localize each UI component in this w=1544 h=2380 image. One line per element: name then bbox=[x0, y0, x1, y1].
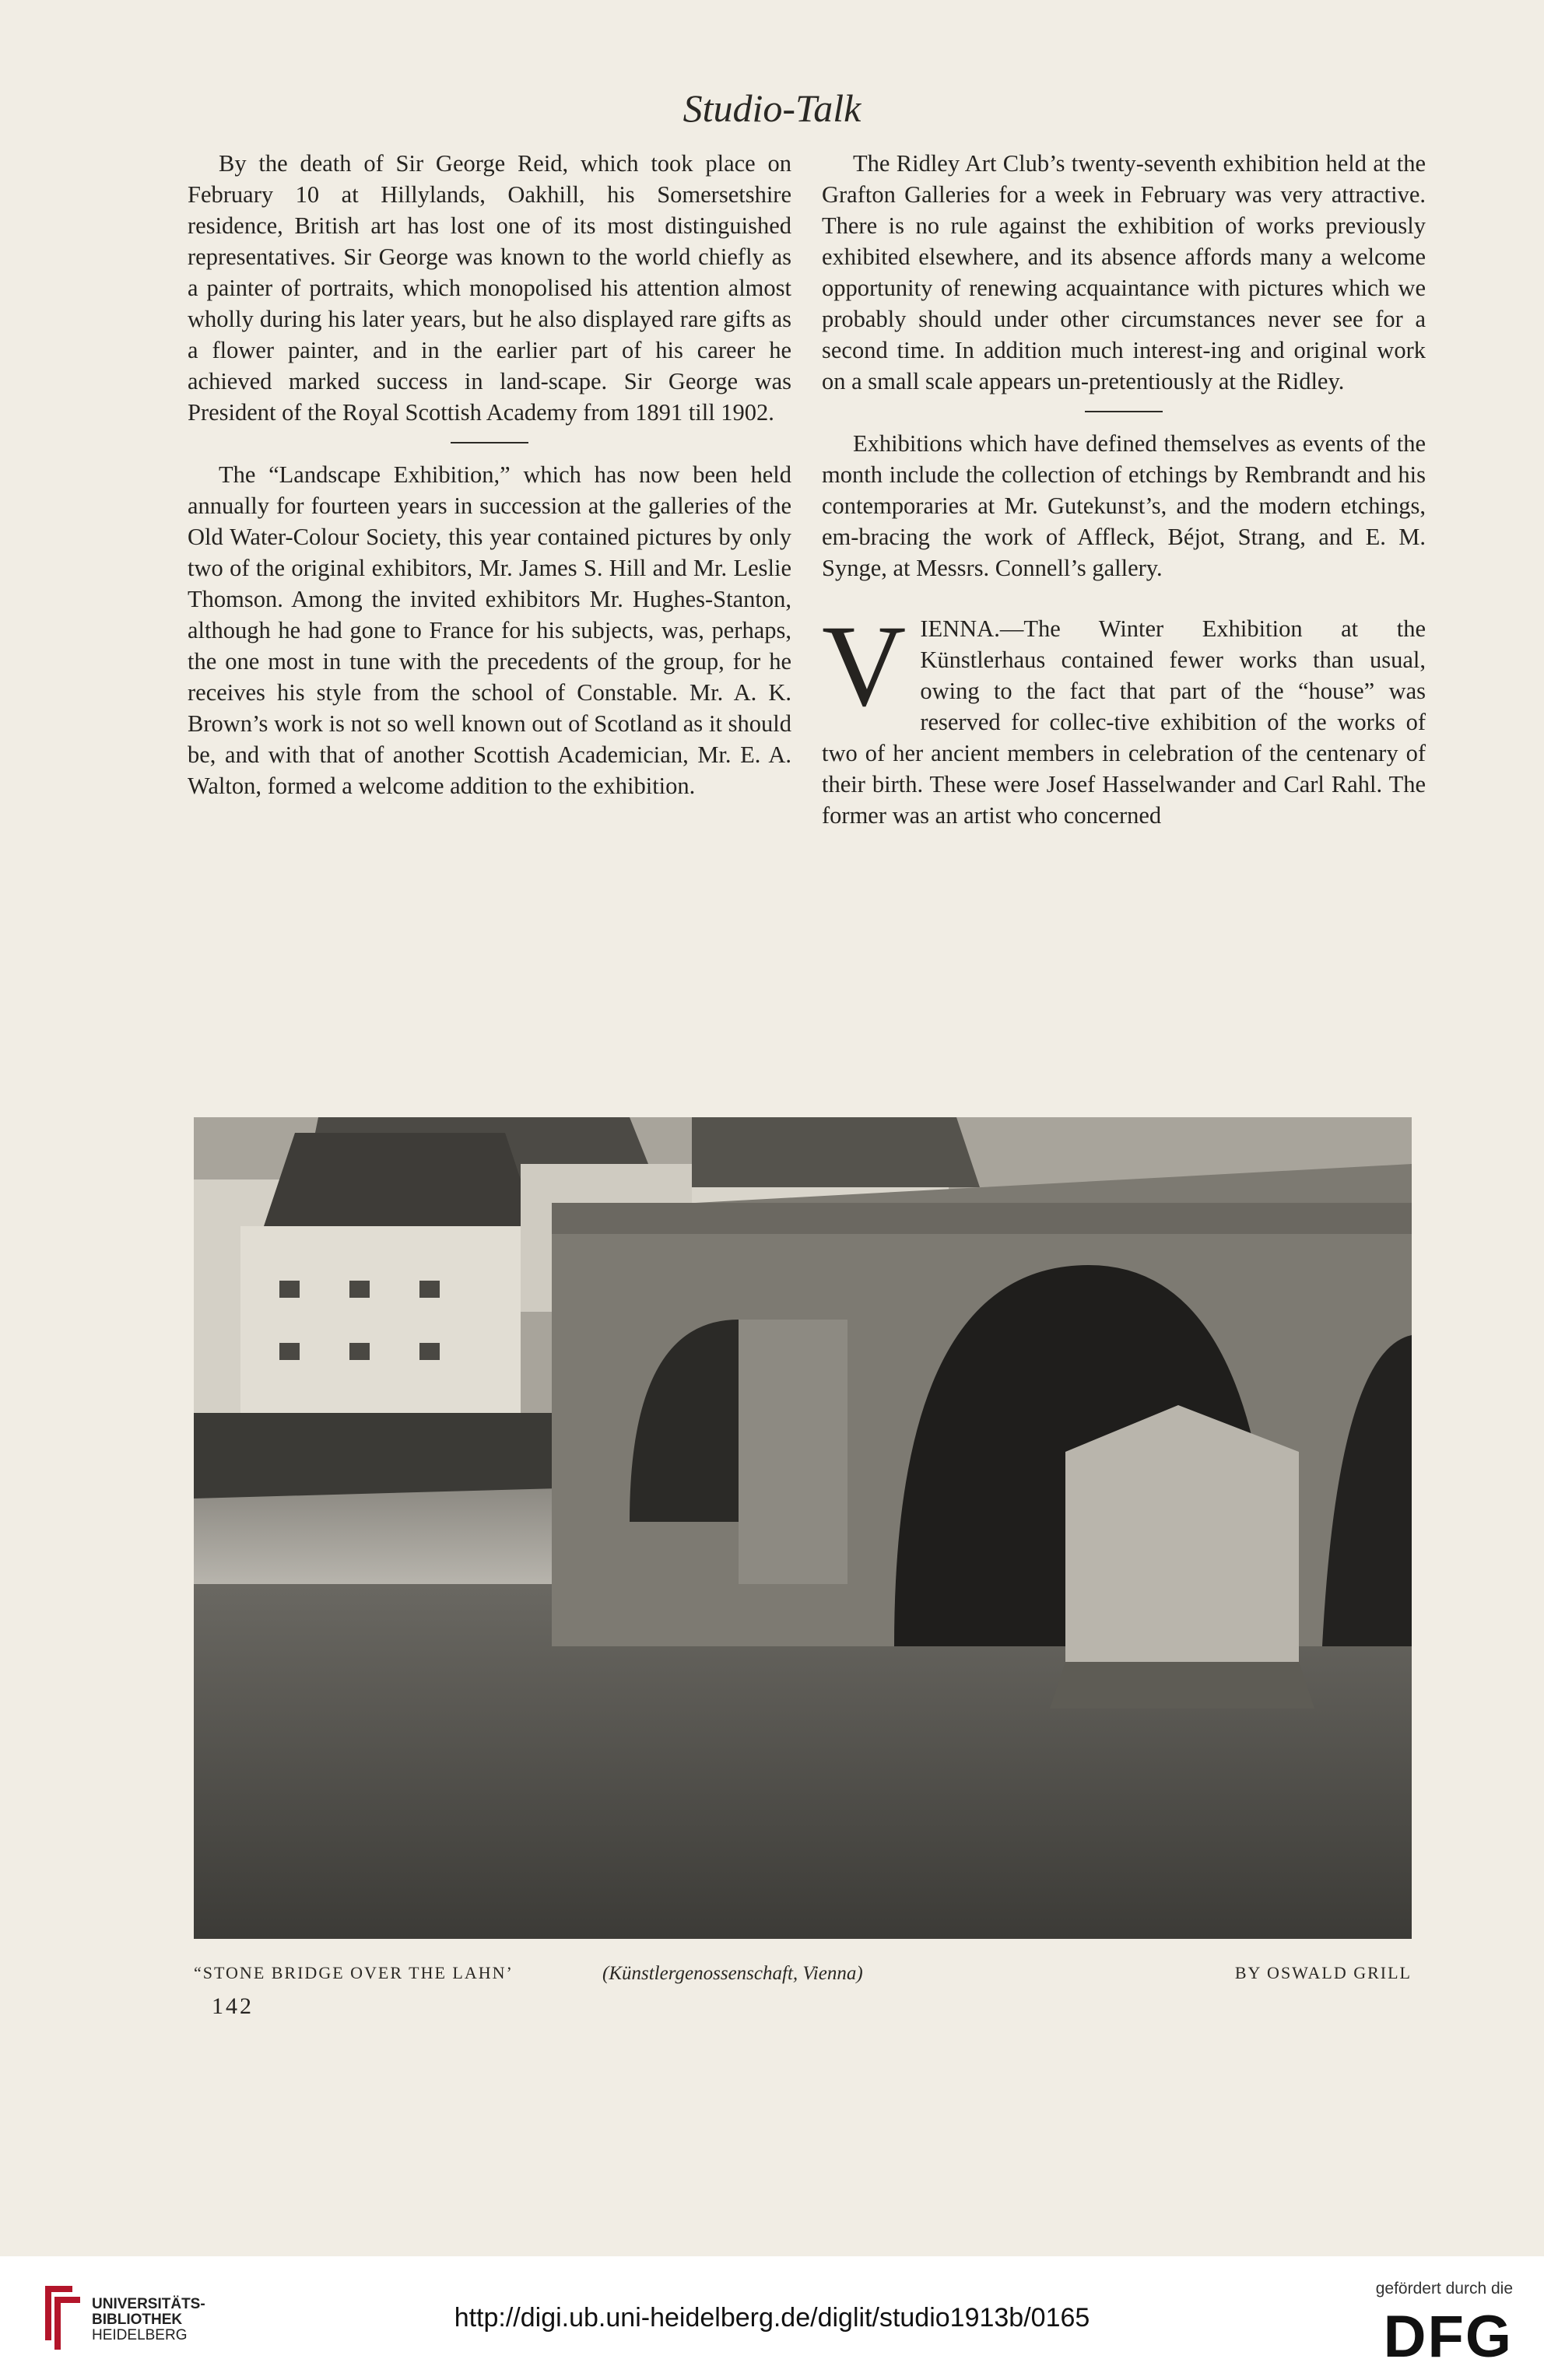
figure-caption bbox=[194, 1963, 1412, 1994]
funding-note: gefördert durch die bbox=[1375, 2280, 1513, 2298]
library-name-line2: BIBLIOTHEK bbox=[92, 2312, 183, 2328]
paragraph-ridley-art-club: The Ridley Art Club’s twenty-seventh exhibition held at the Grafton Galleries for a week in February was very attractive. There is no rule against the exhibition of works previously exhibited elsewhere, and its absence affords many a welcome opportunity of renewing acquaintance with pictures which we probably should under other circumstances never see for a second time. In addition much interest-ing and original work on a small scale appears un-pretentiously at the Ridley. bbox=[822, 150, 1426, 394]
stone-bridge-painting bbox=[194, 1117, 1412, 1939]
paragraph-vienna bbox=[822, 601, 1426, 831]
right-column bbox=[822, 148, 1426, 831]
dfg-logo: DFG bbox=[1383, 2304, 1513, 2370]
painting-reproduction bbox=[194, 1117, 1412, 1939]
library-name-line1: UNIVERSITÄTS- bbox=[92, 2296, 205, 2312]
source-url-link[interactable]: http://digi.ub.uni-heidelberg.de/diglit/studio1913b/0165 bbox=[454, 2303, 1090, 2333]
paragraph-vienna-text: IENNA.—The Winter Exhibition at the Künstlerhaus contained fewer works than usual, owing to the fact that part of the “house” was reserved for collec-tive exhibition of the works of two of her ancient members in celebration of the centenary of their birth. These were Josef Hasselwander and Carl Rahl. The former was an artist who concerned bbox=[822, 615, 1426, 829]
caption-source: (Künstlergenossenschaft, Vienna) bbox=[602, 1963, 863, 1984]
page-number: 142 bbox=[212, 1993, 254, 2019]
section-divider bbox=[1085, 411, 1163, 412]
left-column bbox=[188, 148, 791, 801]
paragraph-etchings: Exhibitions which have defined themselves as events of the month include the collection of etchings by Rembrandt and his contemporaries at Mr. Gutekunst’s, and the modern etchings, em-bracing the work of Affleck, Béjot, Strang, and E. M. Synge, at Messrs. Connell’s gallery. bbox=[822, 430, 1426, 581]
digitization-footer bbox=[0, 2256, 1544, 2380]
section-divider bbox=[451, 442, 528, 443]
caption-artist: BY OSWALD GRILL bbox=[1234, 1963, 1412, 1982]
library-name-line3: HEIDELBERG bbox=[92, 2327, 188, 2343]
caption-title: “STONE BRIDGE OVER THE LAHN’ bbox=[194, 1963, 514, 1982]
running-header: Studio-Talk bbox=[683, 86, 861, 130]
paragraph-landscape-exhibition: The “Landscape Exhibition,” which has now been held annually for fourteen years in succession at the galleries of the Old Water-Colour Society, this year contained pictures by only two of the original exhibitors, Mr. James S. Hill and Mr. Leslie Thomson. Among the invited exhibitors Mr. Hughes-Stanton, although he had gone to France for his subjects, was, perhaps, the one most in tune with the precedents of the group, for he receives his style from the school of Constable. Mr. A. K. Brown’s work is not so well known out of Scotland as it should be, and with that of another Scottish Academician, Mr. E. A. Walton, formed a welcome addition to the exhibition. bbox=[188, 461, 791, 799]
drop-cap: V bbox=[822, 601, 907, 731]
paragraph-george-reid: By the death of Sir George Reid, which took place on February 10 at Hillylands, Oakhill, his Somersetshire residence, British art has lost one of its most distinguished representatives. Sir George was known to the world chiefly as a painter of portraits, which monopolised his attention almost wholly during his later years, but he also displayed rare gifts as a flower painter, and in the earlier part of his career he achieved marked success in land-scape. Sir George was President of the Royal Scottish Academy from 1891 till 1902. bbox=[188, 150, 791, 426]
